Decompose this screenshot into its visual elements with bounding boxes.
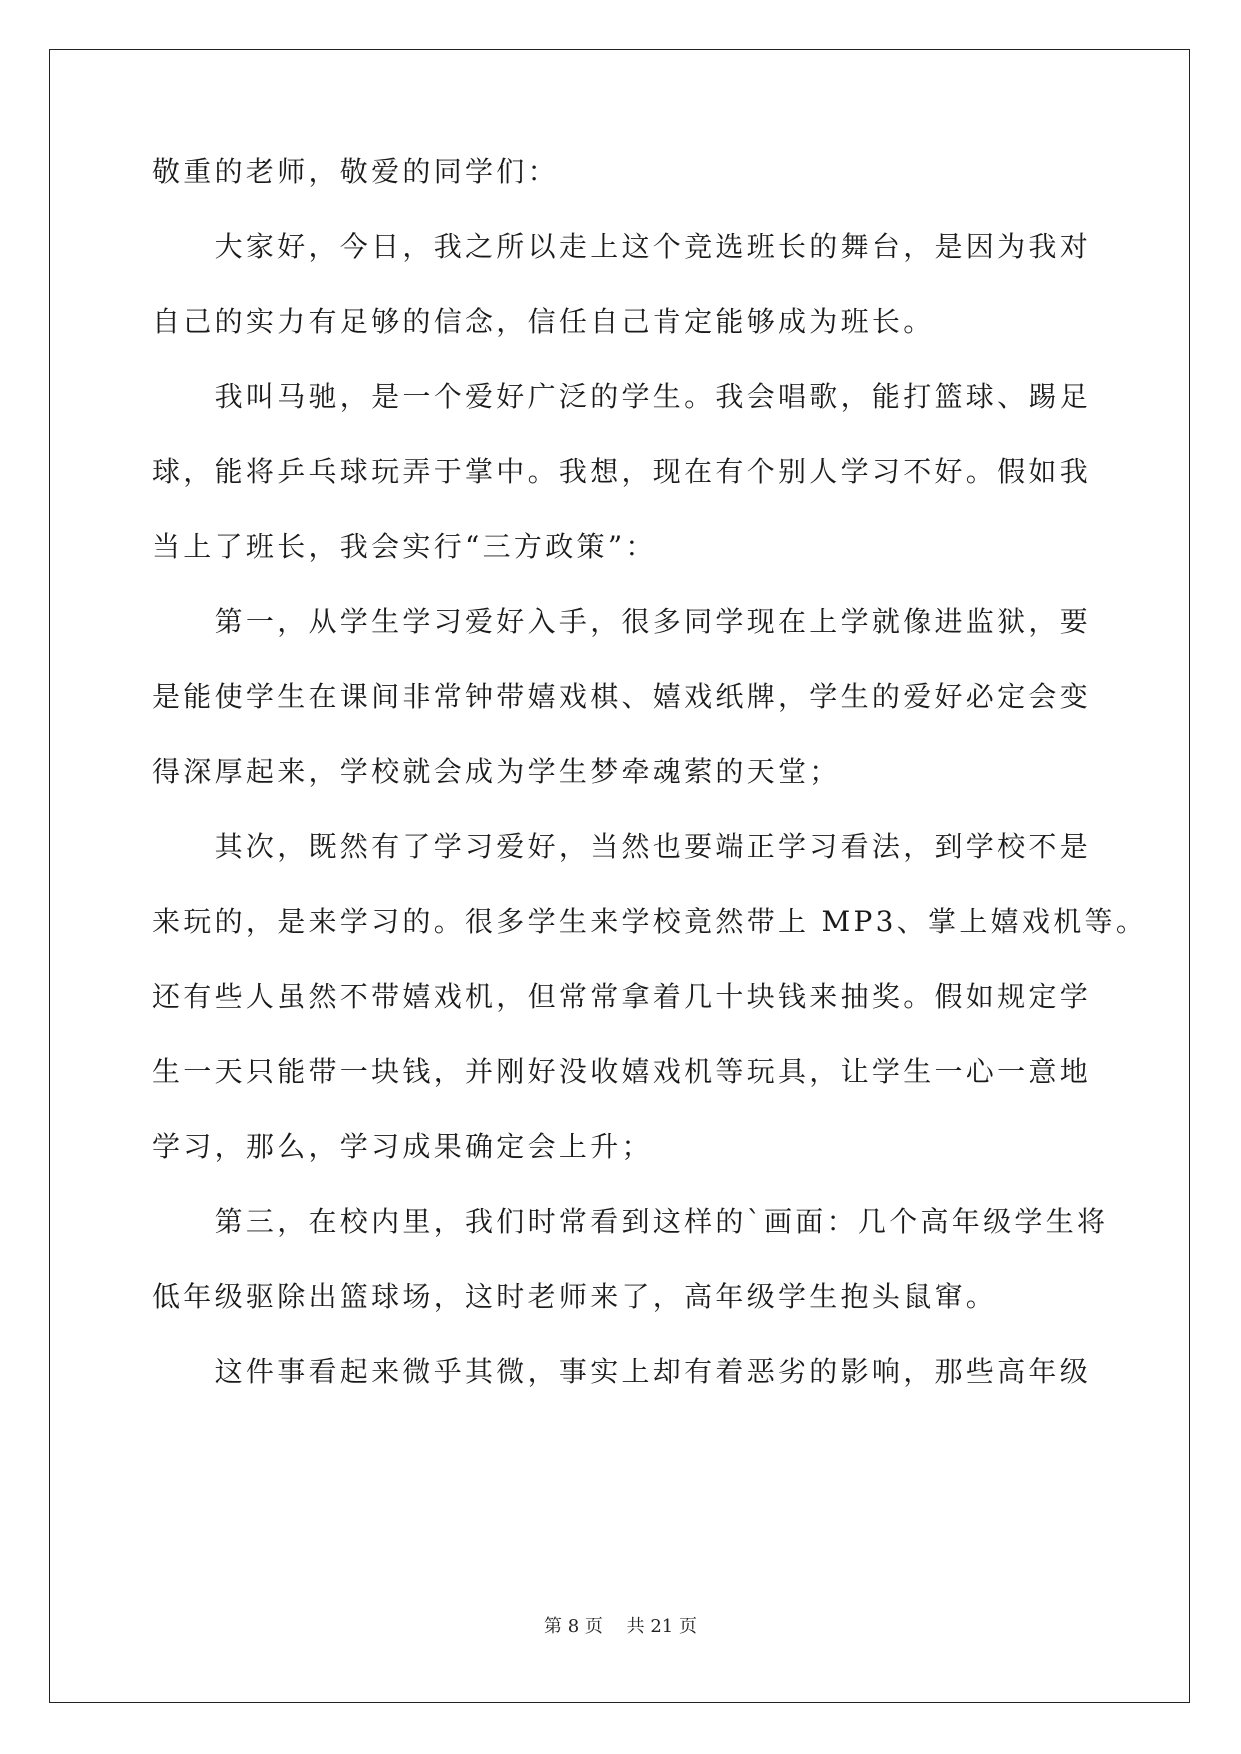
body-line: 当上了班长，我会实行“三方政策”： — [152, 530, 657, 563]
body-line: 是能使学生在课间非常钟带嬉戏棋、嬉戏纸牌，学生的爱好必定会变 — [152, 680, 1092, 713]
body-line: 敬重的老师，敬爱的同学们： — [152, 155, 559, 188]
body-line: 低年级驱除出篮球场，这时老师来了，高年级学生抱头鼠窜。 — [152, 1280, 998, 1313]
body-line: 其次，既然有了学习爱好，当然也要端正学习看法，到学校不是 — [152, 830, 1092, 863]
body-line: 大家好，今日，我之所以走上这个竞选班长的舞台，是因为我对 — [152, 230, 1092, 263]
body-line: 第三，在校内里，我们时常看到这样的`画面：几个高年级学生将 — [152, 1205, 1109, 1238]
body-line: 球，能将乒乓球玩弄于掌中。我想，现在有个别人学习不好。假如我 — [152, 455, 1092, 488]
body-line: 得深厚起来，学校就会成为学生梦牵魂萦的天堂； — [152, 755, 841, 788]
body-line: 这件事看起来微乎其微，事实上却有着恶劣的影响，那些高年级 — [152, 1355, 1092, 1388]
body-line: 学习，那么，学习成果确定会上升； — [152, 1130, 653, 1163]
page-number-footer: 第 8 页 共 21 页 — [544, 1616, 697, 1637]
page-border — [49, 49, 1190, 1703]
body-line: 还有些人虽然不带嬉戏机，但常常拿着几十块钱来抽奖。假如规定学 — [152, 980, 1092, 1013]
body-line: 生一天只能带一块钱，并刚好没收嬉戏机等玩具，让学生一心一意地 — [152, 1055, 1092, 1088]
body-line: 我叫马驰，是一个爱好广泛的学生。我会唱歌，能打篮球、踢足 — [152, 380, 1092, 413]
body-line: 来玩的，是来学习的。很多学生来学校竟然带上 MP3、掌上嬉戏机等。 — [152, 905, 1148, 938]
body-line: 自己的实力有足够的信念，信任自己肯定能够成为班长。 — [152, 305, 935, 338]
body-line: 第一，从学生学习爱好入手，很多同学现在上学就像进监狱，要 — [152, 605, 1092, 638]
